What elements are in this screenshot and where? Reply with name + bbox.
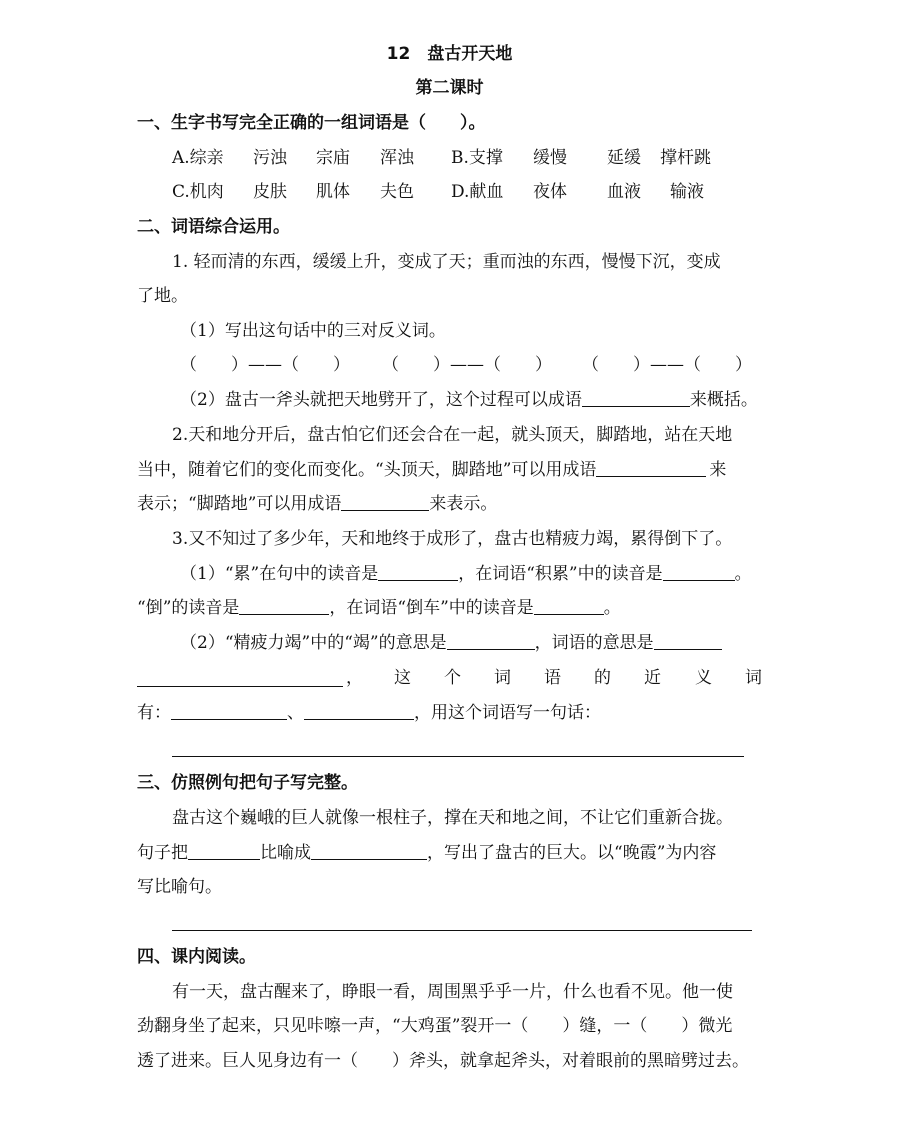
reading-passage: 劲翻身坐了起来，只见咔嚓一声，“大鸡蛋”裂开一（ ）缝，一（ ）微光 bbox=[137, 1016, 733, 1036]
q3-sub2-text: 有： bbox=[137, 703, 171, 723]
section-1-heading: 一、生字书写完全正确的一组词语是（ ）。 bbox=[137, 113, 486, 133]
q3-sub1-text: “倒”的读音是 bbox=[137, 598, 240, 618]
answer-blank[interactable] bbox=[311, 843, 427, 860]
answer-blank[interactable] bbox=[654, 633, 722, 650]
option-word: 夫色 bbox=[380, 182, 414, 202]
answer-blank[interactable] bbox=[663, 564, 735, 581]
antonym-pair[interactable]: （ ）——（ ） bbox=[582, 355, 752, 375]
spaced-char: 语 bbox=[544, 668, 561, 688]
q3-sub1-text: 。 bbox=[603, 598, 621, 618]
reading-passage: 透了进来。巨人见身边有一（ ）斧头，就拿起斧头，对着眼前的黑暗劈过去。 bbox=[137, 1051, 749, 1071]
answer-line[interactable] bbox=[172, 756, 744, 757]
page-title: 12 盘古开天地 bbox=[386, 44, 513, 64]
q1-sub2 bbox=[180, 390, 758, 410]
q3-sub1-text: 。 bbox=[734, 564, 752, 584]
spaced-char: 的 bbox=[594, 668, 611, 688]
answer-blank[interactable] bbox=[596, 460, 706, 477]
option-word: 肌体 bbox=[316, 182, 350, 202]
example-sentence: 盘古这个巍峨的巨人就像一根柱子，撑在天和地之间，不让它们重新合拢。 bbox=[172, 808, 733, 828]
s3-text: 比喻成 bbox=[260, 843, 311, 863]
option-word: 缓慢 bbox=[533, 148, 567, 168]
q3-sub1-text: ，在词语“倒车”中的读音是 bbox=[329, 598, 534, 618]
q2-text-cont2 bbox=[137, 494, 497, 514]
answer-blank[interactable] bbox=[582, 390, 690, 407]
antonym-pair[interactable]: （ ）——（ ） bbox=[382, 355, 552, 375]
section-2-heading: 二、词语综合运用。 bbox=[137, 217, 290, 237]
option-word: D.献血 bbox=[451, 182, 504, 202]
q3-text: 3.又不知过了多少年，天和地终于成形了，盘古也精疲力竭，累得倒下了。 bbox=[172, 529, 733, 549]
q3-sub1-text: （1）“累”在句中的读音是 bbox=[180, 564, 379, 584]
option-word: 浑浊 bbox=[380, 148, 414, 168]
answer-blank[interactable] bbox=[188, 843, 260, 860]
option-word: 血液 bbox=[607, 182, 641, 202]
q3-sub2-comma: ， bbox=[346, 668, 363, 688]
answer-blank[interactable] bbox=[304, 703, 414, 720]
spaced-char: 词 bbox=[494, 668, 511, 688]
q1-text-cont: 了地。 bbox=[137, 286, 188, 306]
option-word: 延缓 bbox=[607, 148, 641, 168]
answer-line[interactable] bbox=[137, 686, 343, 687]
answer-blank[interactable] bbox=[171, 703, 287, 720]
spaced-char: 近 bbox=[644, 668, 661, 688]
answer-blank[interactable] bbox=[341, 494, 429, 511]
answer-blank[interactable] bbox=[534, 598, 604, 615]
q1-text: 1. 轻而清的东西，缓缓上升，变成了天；重而浊的东西，慢慢下沉，变成 bbox=[172, 252, 721, 272]
q2-text-part: 来 bbox=[709, 460, 727, 480]
q2-text-part: 来表示。 bbox=[429, 494, 498, 514]
option-word: 撑杆跳 bbox=[660, 148, 711, 168]
q1-sub2-end: 来概括。 bbox=[689, 390, 758, 410]
option-word: 宗庙 bbox=[316, 148, 350, 168]
section-4-heading: 四、课内阅读。 bbox=[137, 947, 256, 967]
lesson-subtitle: 第二课时 bbox=[415, 78, 484, 98]
answer-blank[interactable] bbox=[447, 633, 535, 650]
q1-sub2-text: （2）盘古一斧头就把天地劈开了，这个过程可以成语 bbox=[180, 390, 582, 410]
q3-sub1-text: ，在词语“积累”中的读音是 bbox=[458, 564, 663, 584]
option-word: C.机肉 bbox=[172, 182, 224, 202]
answer-line[interactable] bbox=[172, 930, 752, 931]
q3-sub2-text: 、 bbox=[287, 703, 304, 723]
q3-sub2-cont bbox=[137, 703, 601, 723]
q3-sub1 bbox=[180, 564, 752, 584]
q3-sub2-text: ，用这个词语写一句话： bbox=[414, 703, 601, 723]
option-word: 夜体 bbox=[533, 182, 567, 202]
option-word: B.支撑 bbox=[451, 148, 503, 168]
s3-instruction bbox=[137, 843, 716, 863]
q3-sub2-text: ，词语的意思是 bbox=[534, 633, 654, 653]
spaced-char: 词 bbox=[745, 668, 762, 688]
q3-sub2 bbox=[180, 633, 722, 653]
option-word: 污浊 bbox=[253, 148, 287, 168]
reading-passage: 有一天，盘古醒来了，睁眼一看，周围黑乎乎一片，什么也看不见。他一使 bbox=[172, 982, 733, 1002]
q2-text-part: 当中，随着它们的变化而变化。“头顶天，脚踏地”可以用成语 bbox=[137, 460, 597, 480]
q1-sub1: （1）写出这句话中的三对反义词。 bbox=[180, 321, 446, 341]
spaced-char: 这 bbox=[394, 668, 411, 688]
section-3-heading: 三、仿照例句把句子写完整。 bbox=[137, 773, 358, 793]
spaced-char: 义 bbox=[695, 668, 712, 688]
answer-blank[interactable] bbox=[239, 598, 329, 615]
answer-blank[interactable] bbox=[378, 564, 458, 581]
q2-text: 2.天和地分开后，盘古怕它们还会合在一起，就头顶天，脚踏地，站在天地 bbox=[172, 425, 733, 445]
option-word: 输液 bbox=[670, 182, 704, 202]
s3-text: ，写出了盘古的巨大。以“晚霞”为内容 bbox=[427, 843, 717, 863]
q3-sub2-text: （2）“精疲力竭”中的“竭”的意思是 bbox=[180, 633, 447, 653]
option-word: A.综亲 bbox=[172, 148, 224, 168]
q3-sub1-cont bbox=[137, 598, 621, 618]
antonym-pair[interactable]: （ ）——（ ） bbox=[180, 355, 350, 375]
q2-text-part: 表示；“脚踏地”可以用成语 bbox=[137, 494, 342, 514]
option-word: 皮肤 bbox=[253, 182, 287, 202]
s3-instruction-cont: 写比喻句。 bbox=[137, 877, 222, 897]
spaced-char: 个 bbox=[444, 668, 461, 688]
s3-text: 句子把 bbox=[137, 843, 188, 863]
q2-text-cont bbox=[137, 460, 726, 480]
